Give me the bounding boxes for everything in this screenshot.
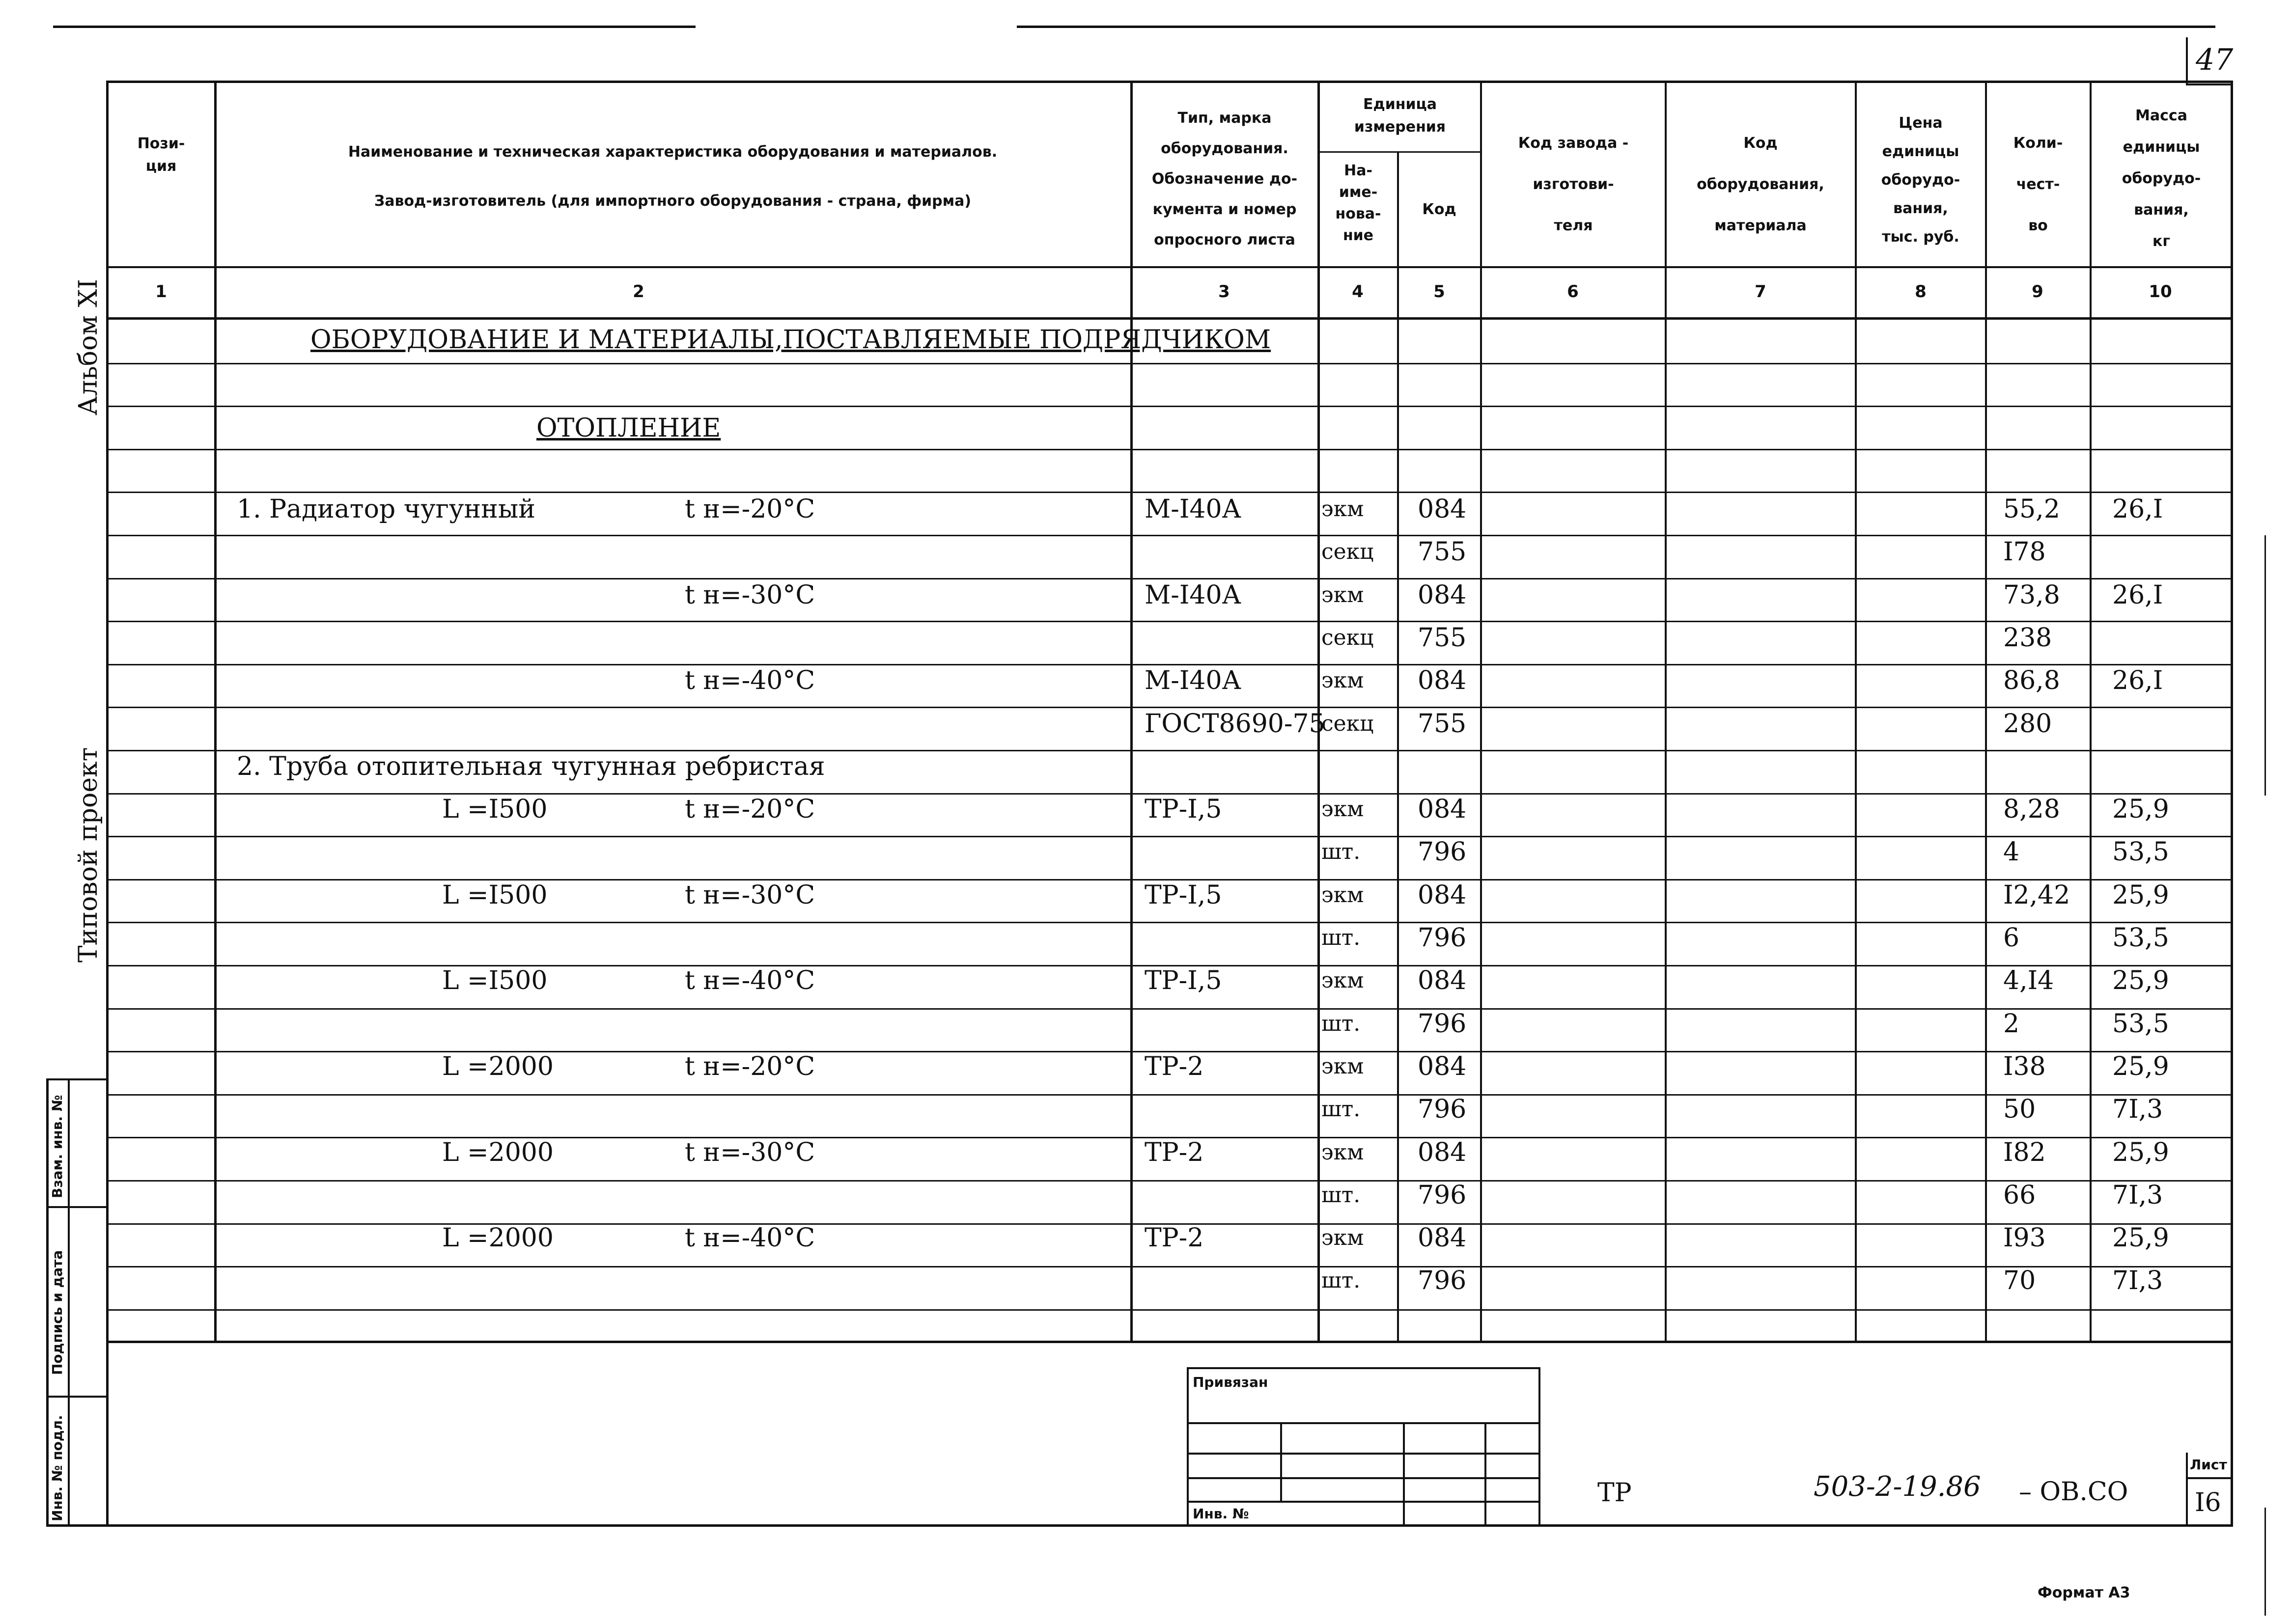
col-num-7: 7: [1755, 282, 1766, 302]
row-mass: 26,I: [2112, 495, 2163, 524]
row-unit: экм: [1321, 1140, 1364, 1165]
row-unit: секц: [1321, 711, 1374, 736]
row-code: 796: [1418, 1095, 1467, 1124]
header-unit-code: Код: [1422, 201, 1456, 218]
header-name: Наименование и техническая характеристика оборудования и материалов. Завод-изготовитель (для импортного оборудования - страна, фирма): [348, 143, 998, 210]
row-type: ТР-2: [1145, 1223, 1204, 1253]
row-unit: экм: [1321, 496, 1364, 522]
row-temperature: t н=-40°С: [685, 1223, 815, 1253]
row-quantity: 4: [2003, 837, 2020, 867]
row-quantity: 70: [2003, 1266, 2036, 1295]
top-line-right: [1017, 26, 2215, 28]
col-num-10: 10: [2149, 282, 2172, 302]
side-label-album: Альбом XI: [74, 279, 103, 415]
row-code: 796: [1418, 1181, 1467, 1210]
row-unit: шт.: [1321, 925, 1361, 950]
row-code: 084: [1418, 966, 1467, 995]
row-code: 084: [1418, 580, 1467, 610]
row-quantity: I2,42: [2003, 881, 2070, 910]
row-quantity: 8,28: [2003, 795, 2060, 824]
row-temperature: t н=-30°С: [685, 580, 815, 610]
header-position: Пози- ция: [137, 135, 185, 175]
row-quantity: 280: [2003, 709, 2052, 739]
tr-label: ТР: [1597, 1478, 1632, 1508]
row-quantity: 4,I4: [2003, 966, 2054, 995]
row-mass: 7I,3: [2112, 1095, 2163, 1124]
row-unit: секц: [1321, 539, 1374, 564]
row-mass: 26,I: [2112, 580, 2163, 610]
row-mass: 25,9: [2112, 881, 2169, 910]
row-unit: секц: [1321, 625, 1374, 650]
row-length: L =I500: [442, 966, 548, 995]
top-line-left: [53, 26, 696, 28]
header-unit: Единица измерения: [1354, 96, 1446, 136]
header-price: Цена единицы оборудо- вания, тыс. руб.: [1881, 114, 1960, 246]
row-quantity: I38: [2003, 1052, 2046, 1081]
col-num-5: 5: [1433, 282, 1445, 302]
col-num-8: 8: [1915, 282, 1927, 302]
header-unit-name: На- име- нова- ние: [1335, 162, 1381, 244]
row-mass: 53,5: [2112, 923, 2169, 953]
row-unit: шт.: [1321, 1097, 1361, 1122]
row-code: 755: [1418, 709, 1467, 739]
row-temperature: t н=-20°С: [685, 1052, 815, 1081]
row-mass: 7I,3: [2112, 1181, 2163, 1210]
list-label: Лист: [2190, 1457, 2227, 1473]
row-code: 084: [1418, 495, 1467, 524]
row-quantity: 55,2: [2003, 495, 2060, 524]
row-name: 2. Труба отопительная чугунная ребристая: [237, 752, 825, 781]
row-mass: 25,9: [2112, 795, 2169, 824]
row-code: 755: [1418, 537, 1467, 567]
row-name: 1. Радиатор чугунный: [237, 495, 535, 524]
row-quantity: 6: [2003, 923, 2020, 953]
row-unit: шт.: [1321, 1183, 1361, 1208]
row-code: 084: [1418, 1138, 1467, 1167]
row-temperature: t н=-20°С: [685, 495, 815, 524]
row-mass: 25,9: [2112, 1052, 2169, 1081]
header-type: Тип, марка оборудования. Обозначение до- кумента и номер опросного листа: [1151, 110, 1298, 248]
row-code: 084: [1418, 1052, 1467, 1081]
row-type: ГОСТ8690-75: [1145, 709, 1325, 739]
row-quantity: 238: [2003, 623, 2052, 653]
row-code: 084: [1418, 666, 1467, 695]
row-unit: шт.: [1321, 1268, 1361, 1293]
row-quantity: 86,8: [2003, 666, 2060, 695]
doc-suffix: – ОВ.СО: [2019, 1477, 2128, 1507]
row-length: L =2000: [442, 1223, 554, 1253]
row-temperature: t н=-40°С: [685, 966, 815, 995]
row-unit: шт.: [1321, 839, 1361, 864]
privyazan-label: Привязан: [1193, 1374, 1268, 1390]
row-mass: 25,9: [2112, 1138, 2169, 1167]
row-unit: шт.: [1321, 1011, 1361, 1036]
row-unit: экм: [1321, 582, 1364, 607]
side-label-project: Типовой проект: [74, 747, 103, 963]
row-temperature: t н=-30°С: [685, 1138, 815, 1167]
row-quantity: 2: [2003, 1009, 2020, 1039]
row-length: L =I500: [442, 795, 548, 824]
row-quantity: I78: [2003, 537, 2046, 567]
page-number: 47: [2196, 43, 2234, 77]
col-num-2: 2: [633, 282, 644, 302]
col-num-6: 6: [1567, 282, 1579, 302]
row-type: ТР-2: [1145, 1138, 1204, 1167]
row-temperature: t н=-20°С: [685, 795, 815, 824]
row-mass: 25,9: [2112, 966, 2169, 995]
row-quantity: 73,8: [2003, 580, 2060, 610]
subsection-title: ОТОПЛЕНИЕ: [536, 413, 721, 443]
row-temperature: t н=-30°С: [685, 881, 815, 910]
row-quantity: I93: [2003, 1223, 2046, 1253]
row-code: 796: [1418, 1266, 1467, 1295]
row-unit: экм: [1321, 797, 1364, 822]
header-quantity: Коли- чест- во: [2013, 135, 2063, 234]
row-quantity: I82: [2003, 1138, 2046, 1167]
row-temperature: t н=-40°С: [685, 666, 815, 695]
inv-no-label: Инв. №: [1193, 1506, 1249, 1522]
stamp-vzam: Взам. инв. №: [49, 1095, 65, 1198]
format-label: Формат А3: [2038, 1584, 2130, 1601]
row-length: L =I500: [442, 881, 548, 910]
row-type: ТР-I,5: [1145, 966, 1222, 995]
col-num-3: 3: [1218, 282, 1230, 302]
row-type: ТР-I,5: [1145, 795, 1222, 824]
row-type: М-I40А: [1145, 666, 1241, 695]
row-code: 796: [1418, 1009, 1467, 1039]
row-mass: 26,I: [2112, 666, 2163, 695]
row-type: М-I40А: [1145, 495, 1241, 524]
row-code: 084: [1418, 1223, 1467, 1253]
row-unit: экм: [1321, 1054, 1364, 1079]
row-code: 755: [1418, 623, 1467, 653]
row-code: 084: [1418, 795, 1467, 824]
row-code: 084: [1418, 881, 1467, 910]
row-quantity: 50: [2003, 1095, 2036, 1124]
header-mass: Масса единицы оборудо- вания, кг: [2122, 107, 2201, 250]
row-length: L =2000: [442, 1052, 554, 1081]
row-unit: экм: [1321, 882, 1364, 908]
doc-code: 503-2-19.86: [1814, 1471, 1981, 1503]
row-length: L =2000: [442, 1138, 554, 1167]
list-value: I6: [2195, 1488, 2221, 1517]
row-code: 796: [1418, 837, 1467, 867]
row-mass: 7I,3: [2112, 1266, 2163, 1295]
col-num-1: 1: [155, 282, 167, 302]
section-title: ОБОРУДОВАНИЕ И МАТЕРИАЛЫ,ПОСТАВЛЯЕМЫЕ ПОДРЯДЧИКОМ: [310, 325, 1271, 355]
row-type: ТР-I,5: [1145, 881, 1222, 910]
header-equipment-code: Код оборудования, материала: [1697, 135, 1824, 234]
col-num-4: 4: [1352, 282, 1364, 302]
row-mass: 53,5: [2112, 837, 2169, 867]
row-unit: экм: [1321, 1225, 1364, 1250]
stamp-podpis: Подпись и дата: [49, 1250, 65, 1375]
row-mass: 25,9: [2112, 1223, 2169, 1253]
header-factory-code: Код завода - изготови- теля: [1518, 135, 1629, 234]
row-mass: 53,5: [2112, 1009, 2169, 1039]
row-quantity: 66: [2003, 1181, 2036, 1210]
row-type: М-I40А: [1145, 580, 1241, 610]
row-type: ТР-2: [1145, 1052, 1204, 1081]
stamp-inv: Инв. № подл.: [49, 1415, 65, 1521]
row-code: 796: [1418, 923, 1467, 953]
col-num-9: 9: [2032, 282, 2043, 302]
row-unit: экм: [1321, 668, 1364, 693]
row-unit: экм: [1321, 968, 1364, 993]
